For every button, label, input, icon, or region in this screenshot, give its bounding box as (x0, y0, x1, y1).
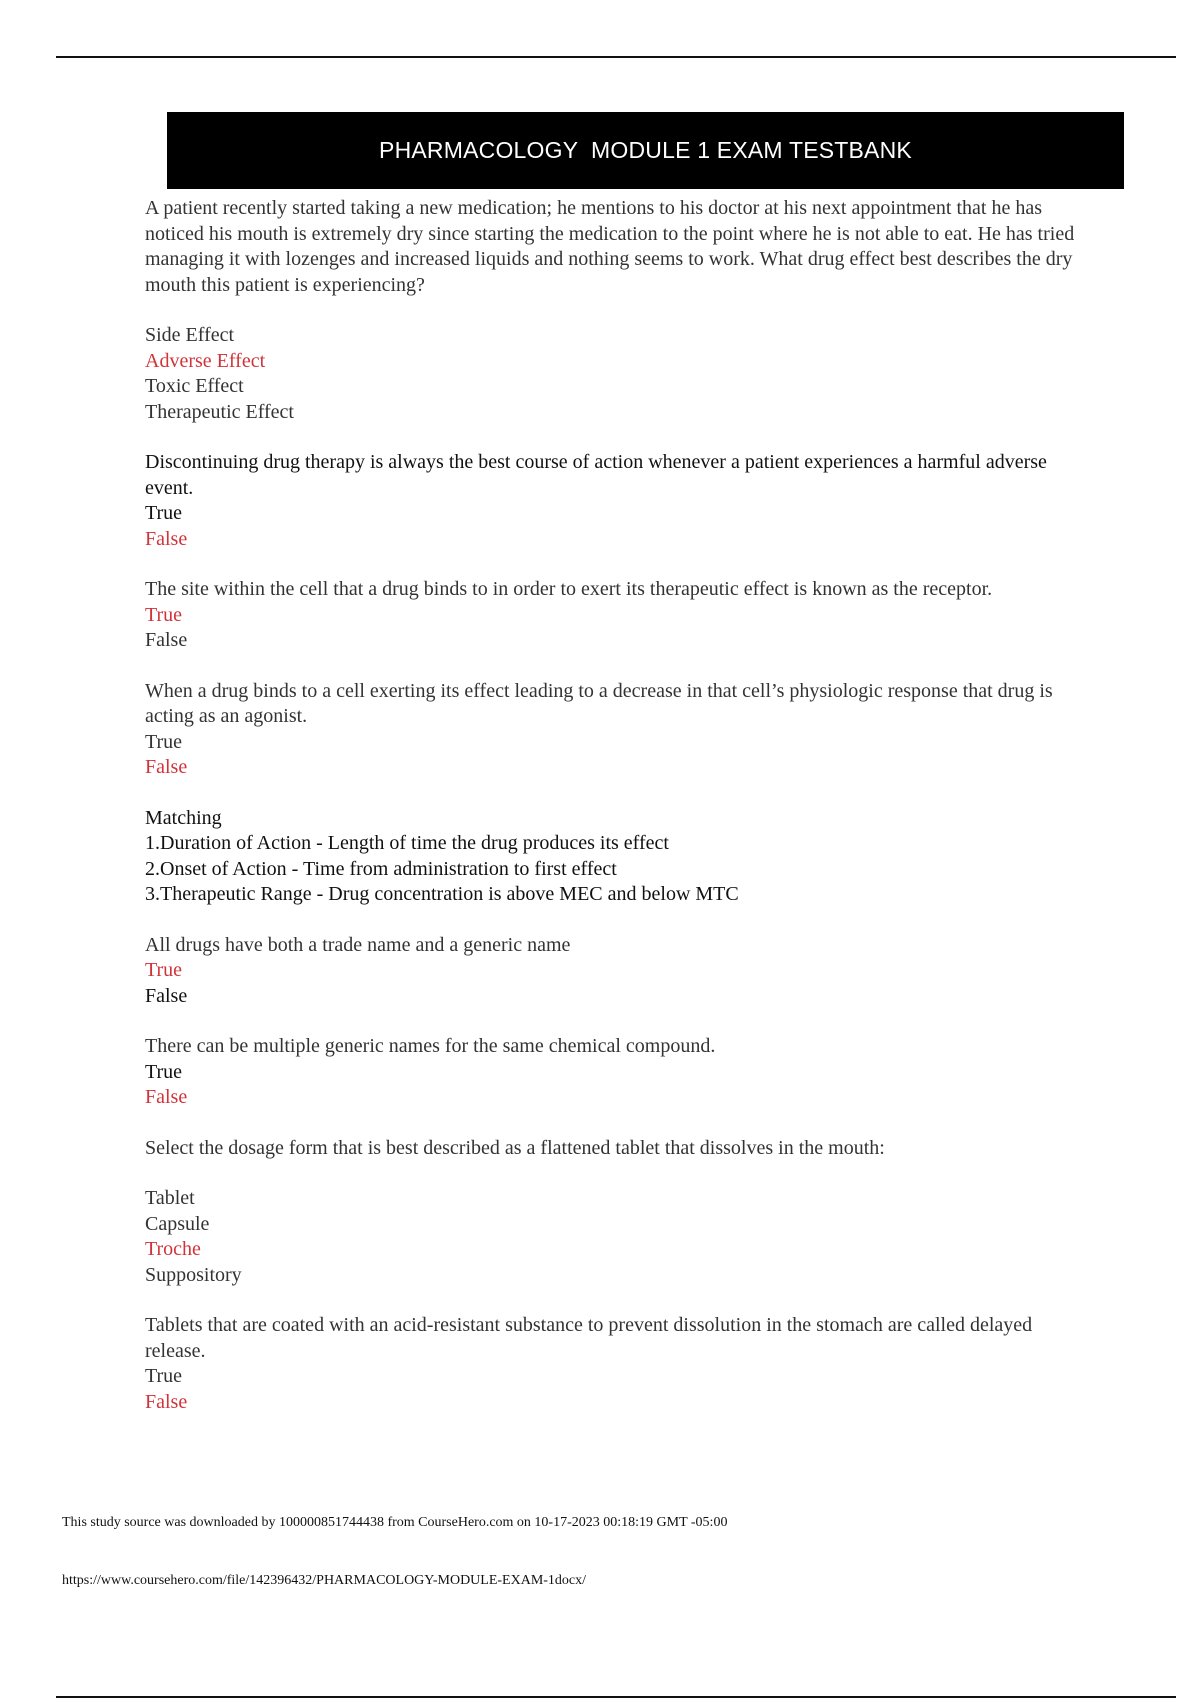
question-9 (145, 1313, 1095, 1415)
answer-option: False (145, 629, 188, 651)
document-title: PHARMACOLOGY MODULE 1 EXAM TESTBANK (167, 112, 1124, 189)
correct-answer-option: False (145, 527, 188, 550)
question-6 (145, 933, 1095, 1010)
question-stem: Matching (145, 806, 222, 829)
question-stem: A patient recently started taking a new medication; he mentions to his doctor at his next appointment that he has noticed his mouth is extremely dry since starting the medication to the point where he is not able to eat. He has tried managing it with lozenges and increased liquids and nothing seems to work. What drug effect best describes the dry mouth this patient is experiencing? (145, 197, 1075, 296)
correct-answer-option: False (145, 1390, 188, 1413)
question-7 (145, 1034, 1095, 1111)
answer-option: Capsule (145, 1212, 210, 1235)
question-stem: The site within the cell that a drug binds to in order to exert its therapeutic effect is known as the receptor. (145, 578, 993, 600)
bottom-rule (56, 1696, 1176, 1698)
question-stem: Discontinuing drug therapy is always the best course of action whenever a patient experiences a harmful adverse event. (145, 451, 1047, 499)
correct-answer-option: True (145, 603, 183, 626)
correct-answer-option: False (145, 1086, 188, 1108)
question-stem: When a drug binds to a cell exerting its effect leading to a decrease in that cell’s physiologic response that drug is acting as an agonist. (145, 679, 1053, 727)
correct-answer-option: Troche (145, 1238, 201, 1260)
question-list (145, 196, 1095, 1440)
answer-option: Side Effect (145, 324, 235, 346)
matching-item: 1.Duration of Action - Length of time the drug produces its effect (145, 832, 669, 854)
question-5 (145, 806, 1095, 908)
answer-option: Suppository (145, 1263, 242, 1286)
answer-option: Toxic Effect (145, 375, 244, 397)
question-stem: All drugs have both a trade name and a generic name (145, 933, 571, 956)
question-8 (145, 1136, 1095, 1289)
correct-answer-option: False (145, 756, 188, 778)
question-4 (145, 679, 1095, 781)
question-stem: Select the dosage form that is best described as a flattened tablet that dissolves in the mouth: (145, 1136, 885, 1159)
correct-answer-option: Adverse Effect (145, 349, 266, 372)
source-url[interactable]: https://www.coursehero.com/file/142396432/PHARMACOLOGY-MODULE-EXAM-1docx/ (62, 1573, 587, 1588)
answer-option: True (145, 502, 183, 524)
correct-answer-option: True (145, 959, 183, 981)
answer-option: True (145, 1365, 183, 1387)
answer-option: True (145, 730, 183, 753)
question-1 (145, 196, 1095, 425)
answer-option: False (145, 984, 188, 1007)
top-rule (56, 56, 1176, 58)
question-stem: Tablets that are coated with an acid-resistant substance to prevent dissolution in the stomach are called delayed release. (145, 1314, 1033, 1362)
matching-item: 3.Therapeutic Range - Drug concentration is above MEC and below MTC (145, 883, 739, 905)
matching-item: 2.Onset of Action - Time from administration to first effect (145, 857, 617, 880)
answer-option: Tablet (145, 1187, 195, 1209)
question-stem: There can be multiple generic names for the same chemical compound. (145, 1035, 716, 1057)
answer-option: True (145, 1060, 183, 1083)
download-source-note: This study source was downloaded by 100000851744438 from CourseHero.com on 10-17-2023 00:18:19 GMT -05:00 (62, 1515, 728, 1530)
answer-option: Therapeutic Effect (145, 400, 294, 423)
question-2 (145, 450, 1095, 552)
question-3 (145, 577, 1095, 654)
